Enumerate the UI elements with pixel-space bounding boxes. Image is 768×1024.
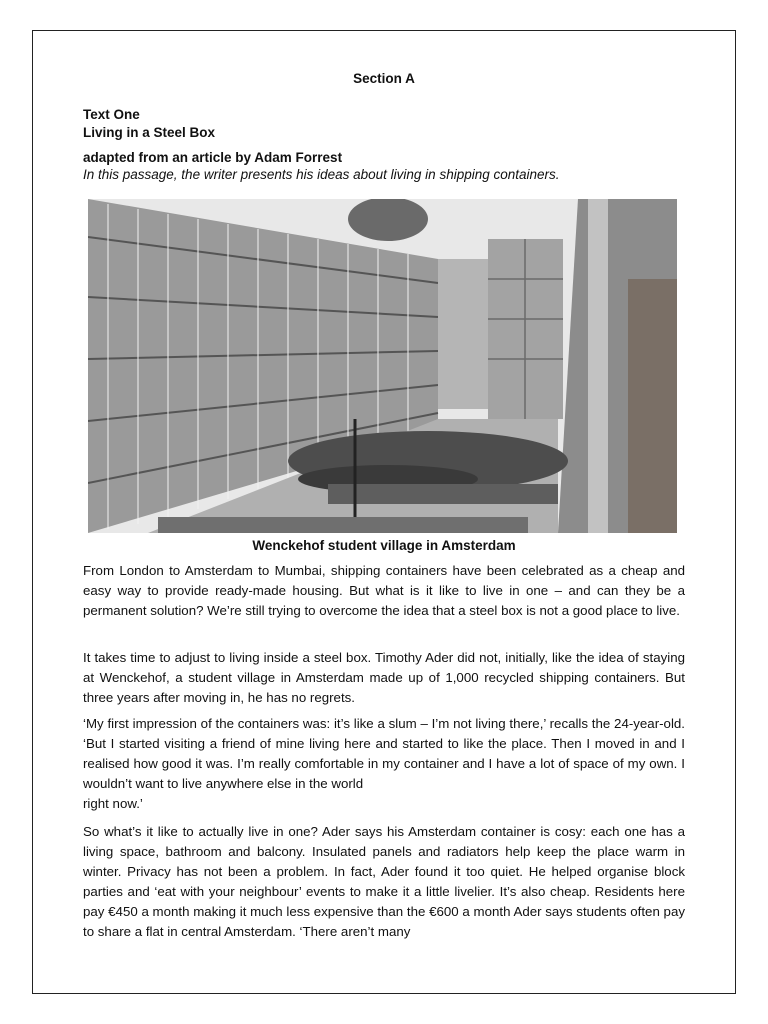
- article-title: Living in a Steel Box: [83, 125, 216, 140]
- photo-container-village: [88, 199, 677, 533]
- paragraph-2: It takes time to adjust to living inside a steel box. Timothy Ader did not, initially, like the idea of staying at Wenckehof, a student village in Amsterdam made up of 1,000 recycled shipping containers. But three years after moving in, he has no regrets.: [83, 650, 685, 705]
- intro-text: In this passage, the writer presents his ideas about living in shipping containers.: [83, 167, 560, 182]
- photo-caption: Wenckehof student village in Amsterdam: [252, 538, 516, 553]
- text-label: Text One: [83, 107, 140, 122]
- paragraph-3-end: right now.’: [83, 796, 143, 811]
- courtyard-photo-icon: [88, 199, 677, 533]
- paragraph-1: From London to Amsterdam to Mumbai, shipping containers have been celebrated as a cheap and easy way to provide ready-made housing. But what is it like to live in one – and can they be a permanent solution? We’re still trying to overcome the idea that a steel box is not a good place to live.: [83, 563, 685, 618]
- section-heading: Section A: [353, 71, 415, 86]
- paragraph-3: ‘My first impression of the containers was: it’s like a slum – I’m not living there,’ recalls the 24-year-old. ‘But I started visiting a friend of mine living here and started to like the place. Then I moved in and I realised how good it was. I’m really comfortable in my container and I have a lot of space of my own. I wouldn’t want to live anywhere else in the world: [83, 716, 685, 791]
- paragraph-4: So what’s it like to actually live in one? Ader says his Amsterdam container is cosy: each one has a living space, bathroom and balcony. Insulated panels and radiators help keep the place warm in winter. Privacy has not been a problem. In fact, Ader found it too quiet. He helped organise block parties and ‘eat with your neighbour’ events to make it a little livelier. It’s also cheap. Residents here pay €450 a month making it much less expensive than the €600 a month Ader says students often pay to share a flat in central Amsterdam. ‘There aren’t many: [83, 824, 685, 939]
- byline: adapted from an article by Adam Forrest: [83, 150, 343, 165]
